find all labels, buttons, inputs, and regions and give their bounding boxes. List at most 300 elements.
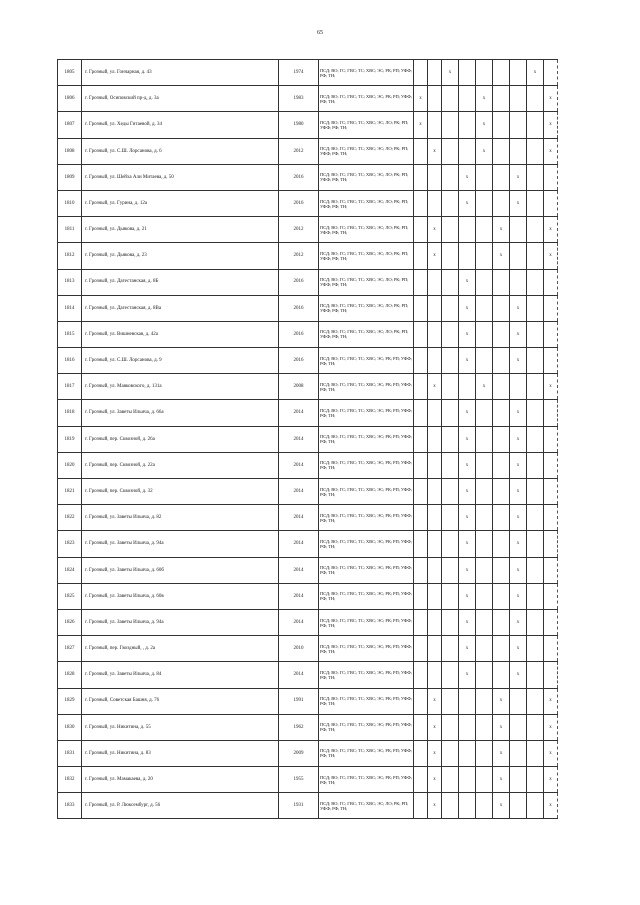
table-row xyxy=(58,348,558,374)
mark-cell: x xyxy=(459,505,476,531)
mark-cell xyxy=(493,138,510,164)
mark-cell xyxy=(414,531,428,557)
year-cell: 2012 xyxy=(279,243,319,269)
row-number: 1827 xyxy=(58,636,82,662)
works-list-cell: ПСД; ВО; ГС; ГВС; ТС; ХВС; ЭС; ЛО; РК; РП; УФФ; РФ; ТН; xyxy=(319,269,414,295)
mark-cell xyxy=(428,662,442,688)
address-cell: г. Грозный, ул. Заветы Ильича, д. 94а xyxy=(82,531,279,557)
mark-cell xyxy=(428,269,442,295)
row-number: 1821 xyxy=(58,479,82,505)
table-row xyxy=(58,269,558,295)
mark-cell xyxy=(476,740,493,766)
row-number: 1831 xyxy=(58,740,82,766)
table-row xyxy=(58,609,558,635)
mark-cell xyxy=(414,374,428,400)
mark-cell xyxy=(493,452,510,478)
works-list-cell: ПСД; ВО; ГС; ГВС; ТС; ХВС; ЭС; ЛО; РК; РП; УФФ; РФ; ТН; xyxy=(319,295,414,321)
mark-cell xyxy=(428,112,442,138)
works-list-cell: ПСД; ВО; ГС; ГВС; ТС; ХВС; ЭС; РК; РП; УФФ; РФ; ТН; xyxy=(319,636,414,662)
mark-cell xyxy=(544,636,558,662)
mark-cell xyxy=(476,531,493,557)
mark-cell xyxy=(414,479,428,505)
table-row xyxy=(58,138,558,164)
table-row xyxy=(58,662,558,688)
year-cell: 2016 xyxy=(279,348,319,374)
mark-cell xyxy=(442,662,459,688)
row-number: 1822 xyxy=(58,505,82,531)
mark-cell xyxy=(428,190,442,216)
registry-table xyxy=(57,59,558,819)
mark-cell: x xyxy=(428,793,442,819)
mark-cell xyxy=(476,767,493,793)
works-list-cell: ПСД; ВО; ГС; ГВС; ТС; ХВС; ЭС; РК; РП; УФФ; РФ; ТН; xyxy=(319,609,414,635)
year-cell: 2014 xyxy=(279,557,319,583)
table-row xyxy=(58,243,558,269)
mark-cell xyxy=(414,348,428,374)
year-cell: 2014 xyxy=(279,662,319,688)
mark-cell xyxy=(510,217,527,243)
address-cell: г. Грозный, ул. Заветы Ильича, д. 94а xyxy=(82,609,279,635)
table-row xyxy=(58,190,558,216)
mark-cell xyxy=(510,793,527,819)
mark-cell xyxy=(527,86,544,112)
address-cell: г. Грозный, ул. Дьякова, д. 21 xyxy=(82,217,279,243)
mark-cell xyxy=(428,531,442,557)
table-row xyxy=(58,636,558,662)
row-number: 1826 xyxy=(58,609,82,635)
year-cell: 2016 xyxy=(279,321,319,347)
mark-cell xyxy=(459,217,476,243)
table-row xyxy=(58,400,558,426)
mark-cell xyxy=(527,609,544,635)
mark-cell xyxy=(544,269,558,295)
mark-cell: x xyxy=(459,426,476,452)
year-cell: 2014 xyxy=(279,452,319,478)
mark-cell xyxy=(493,295,510,321)
row-number: 1805 xyxy=(58,60,82,86)
mark-cell xyxy=(476,688,493,714)
mark-cell xyxy=(493,505,510,531)
address-cell: г. Грозный, Осиповский пр-д, д. 3а xyxy=(82,86,279,112)
mark-cell: x xyxy=(414,86,428,112)
row-number: 1809 xyxy=(58,164,82,190)
mark-cell xyxy=(414,452,428,478)
mark-cell xyxy=(493,531,510,557)
mark-cell xyxy=(544,426,558,452)
table-row xyxy=(58,767,558,793)
works-list-cell: ПСД; ВО; ГС; ГВС; ТС; ХВС; ЭС; ЛО; РК; РП; УФФ; РФ; ТН; xyxy=(319,243,414,269)
mark-cell xyxy=(476,217,493,243)
mark-cell xyxy=(493,583,510,609)
mark-cell xyxy=(527,531,544,557)
mark-cell xyxy=(414,400,428,426)
mark-cell xyxy=(527,269,544,295)
mark-cell xyxy=(527,793,544,819)
mark-cell: x xyxy=(442,60,459,86)
year-cell: 2010 xyxy=(279,636,319,662)
mark-cell: x xyxy=(544,740,558,766)
mark-cell xyxy=(428,321,442,347)
mark-cell: x xyxy=(476,112,493,138)
mark-cell xyxy=(476,636,493,662)
mark-cell xyxy=(527,321,544,347)
mark-cell xyxy=(442,269,459,295)
mark-cell xyxy=(459,740,476,766)
mark-cell xyxy=(459,767,476,793)
table-body xyxy=(58,60,558,819)
works-list-cell: ПСД; ВО; ГС; ГВС; ТС; ХВС; ЭС; ЛО; РК; РП; УФФ; РФ; ТН; xyxy=(319,164,414,190)
works-list-cell: ПСД; ВО; ГС; ГВС; ТС; ХВС; ЭС; РК; РП; УФФ; РФ; ТН; xyxy=(319,714,414,740)
row-number: 1818 xyxy=(58,400,82,426)
mark-cell xyxy=(527,426,544,452)
mark-cell: x xyxy=(459,636,476,662)
mark-cell: x xyxy=(493,243,510,269)
works-list-cell: ПСД; ВО; ГС; ГВС; ТС; ХВС; ЭС; РК; РП; УФФ; РФ; ТН; xyxy=(319,479,414,505)
mark-cell xyxy=(476,479,493,505)
mark-cell: x xyxy=(544,714,558,740)
year-cell: 2014 xyxy=(279,609,319,635)
mark-cell: x xyxy=(510,505,527,531)
mark-cell xyxy=(527,452,544,478)
year-cell: 2016 xyxy=(279,190,319,216)
address-cell: г. Грозный, ул. С.Ш. Лорсанова, д. 9 xyxy=(82,348,279,374)
mark-cell xyxy=(442,138,459,164)
mark-cell xyxy=(414,217,428,243)
mark-cell: x xyxy=(544,86,558,112)
address-cell: г. Грозный, ул. С.Ш. Лорсанова, д. 6 xyxy=(82,138,279,164)
mark-cell xyxy=(428,400,442,426)
mark-cell xyxy=(493,400,510,426)
mark-cell xyxy=(527,295,544,321)
mark-cell xyxy=(428,164,442,190)
year-cell: 1980 xyxy=(279,112,319,138)
mark-cell xyxy=(544,557,558,583)
table-row xyxy=(58,793,558,819)
mark-cell xyxy=(476,557,493,583)
mark-cell: x xyxy=(459,295,476,321)
mark-cell: x xyxy=(510,557,527,583)
row-number: 1820 xyxy=(58,452,82,478)
mark-cell: x xyxy=(428,688,442,714)
mark-cell xyxy=(428,583,442,609)
works-list-cell: ПСД; ВО; ГС; ГВС; ТС; ХВС; ЭС; РК; РП; УФФ; РФ; ТН; xyxy=(319,767,414,793)
row-number: 1815 xyxy=(58,321,82,347)
works-list-cell: ПСД; ВО; ГС; ГВС; ТС; ХВС; ЭС; ЛО; РК; РП; УФФ; РФ; ТН; xyxy=(319,217,414,243)
mark-cell: x xyxy=(510,609,527,635)
mark-cell: x xyxy=(510,426,527,452)
address-cell: г. Грозный, ул. Дагестанская, д. 8Ва xyxy=(82,295,279,321)
table-row xyxy=(58,505,558,531)
mark-cell xyxy=(442,636,459,662)
mark-cell xyxy=(544,190,558,216)
mark-cell: x xyxy=(544,374,558,400)
table-row xyxy=(58,86,558,112)
mark-cell xyxy=(459,60,476,86)
mark-cell xyxy=(442,740,459,766)
mark-cell xyxy=(493,479,510,505)
address-cell: г. Грозный, ул. Заветы Ильича, д. 82 xyxy=(82,505,279,531)
mark-cell xyxy=(544,348,558,374)
address-cell: г. Грозный, ул. Вишневская, д. 42а xyxy=(82,321,279,347)
mark-cell: x xyxy=(476,374,493,400)
mark-cell xyxy=(414,688,428,714)
year-cell: 1931 xyxy=(279,793,319,819)
mark-cell xyxy=(442,557,459,583)
address-cell: г. Грозный, пер. Сквозной, д. 26а xyxy=(82,426,279,452)
mark-cell xyxy=(476,714,493,740)
works-list-cell: ПСД; ВО; ГС; ГВС; ТС; ХВС; ЭС; ЛО; РК; РП; УФФ; РФ; ТН; xyxy=(319,190,414,216)
mark-cell: x xyxy=(428,714,442,740)
mark-cell xyxy=(476,243,493,269)
mark-cell: x xyxy=(510,452,527,478)
row-number: 1807 xyxy=(58,112,82,138)
mark-cell xyxy=(493,426,510,452)
works-list-cell: ПСД; ВО; ГС; ГВС; ТС; ХВС; ЭС; РК; РП; УФФ; РФ; ТН; xyxy=(319,400,414,426)
mark-cell xyxy=(544,321,558,347)
mark-cell: x xyxy=(459,348,476,374)
mark-cell xyxy=(414,714,428,740)
year-cell: 1955 xyxy=(279,767,319,793)
mark-cell xyxy=(428,348,442,374)
address-cell: г. Грозный, ул. Хеды Гитаевой, д. 34 xyxy=(82,112,279,138)
mark-cell xyxy=(442,217,459,243)
mark-cell xyxy=(414,793,428,819)
address-cell: г. Грозный, ул. Мамакаева, д. 20 xyxy=(82,767,279,793)
mark-cell xyxy=(527,636,544,662)
mark-cell xyxy=(428,295,442,321)
mark-cell xyxy=(476,662,493,688)
address-cell: г. Грозный, пер. Гвоздный, , д. 2а xyxy=(82,636,279,662)
mark-cell xyxy=(414,636,428,662)
mark-cell xyxy=(476,452,493,478)
table-row xyxy=(58,295,558,321)
year-cell: 2009 xyxy=(279,740,319,766)
table-row xyxy=(58,426,558,452)
row-number: 1812 xyxy=(58,243,82,269)
mark-cell xyxy=(493,112,510,138)
mark-cell: x xyxy=(544,688,558,714)
mark-cell: x xyxy=(428,138,442,164)
table-row xyxy=(58,452,558,478)
mark-cell xyxy=(442,767,459,793)
row-number: 1829 xyxy=(58,688,82,714)
mark-cell xyxy=(414,243,428,269)
mark-cell xyxy=(527,583,544,609)
row-number: 1832 xyxy=(58,767,82,793)
mark-cell xyxy=(442,400,459,426)
address-cell: г. Грозный, ул. Гончарная, д. 43 xyxy=(82,60,279,86)
table-row xyxy=(58,164,558,190)
year-cell: 2014 xyxy=(279,531,319,557)
mark-cell: x xyxy=(544,793,558,819)
table-row xyxy=(58,714,558,740)
mark-cell: x xyxy=(510,479,527,505)
mark-cell xyxy=(459,714,476,740)
mark-cell xyxy=(414,269,428,295)
mark-cell xyxy=(428,60,442,86)
mark-cell xyxy=(442,583,459,609)
mark-cell xyxy=(544,400,558,426)
mark-cell xyxy=(459,688,476,714)
works-list-cell: ПСД; ВО; ГС; ГВС; ТС; ХВС; ЭС; ЛО; РК; РП; УФФ; РФ; ТН; xyxy=(319,138,414,164)
mark-cell: x xyxy=(459,164,476,190)
row-number: 1830 xyxy=(58,714,82,740)
year-cell: 2016 xyxy=(279,164,319,190)
mark-cell xyxy=(414,60,428,86)
mark-cell xyxy=(510,86,527,112)
address-cell: г. Грозный, ул. Гурина, д. 12а xyxy=(82,190,279,216)
mark-cell xyxy=(414,609,428,635)
row-number: 1817 xyxy=(58,374,82,400)
works-list-cell: ПСД; ВО; ГС; ГВС; ТС; ХВС; ЭС; РК; РП; УФФ; РФ; ТН; xyxy=(319,452,414,478)
mark-cell xyxy=(527,479,544,505)
works-list-cell: ПСД; ВО; ГС; ГВС; ТС; ХВС; ЭС; РК; РП; УФФ; РФ; ТН; xyxy=(319,662,414,688)
mark-cell: x xyxy=(459,531,476,557)
mark-cell xyxy=(442,243,459,269)
mark-cell: x xyxy=(459,609,476,635)
mark-cell xyxy=(527,740,544,766)
mark-cell xyxy=(414,321,428,347)
year-cell: 2008 xyxy=(279,374,319,400)
mark-cell xyxy=(527,112,544,138)
mark-cell: x xyxy=(493,740,510,766)
mark-cell xyxy=(544,531,558,557)
mark-cell xyxy=(527,243,544,269)
mark-cell xyxy=(544,505,558,531)
mark-cell xyxy=(428,426,442,452)
mark-cell xyxy=(510,243,527,269)
year-cell: 2012 xyxy=(279,217,319,243)
mark-cell: x xyxy=(510,321,527,347)
mark-cell xyxy=(442,295,459,321)
mark-cell: x xyxy=(428,374,442,400)
mark-cell xyxy=(414,505,428,531)
mark-cell: x xyxy=(544,217,558,243)
mark-cell: x xyxy=(510,348,527,374)
year-cell: 1974 xyxy=(279,60,319,86)
mark-cell: x xyxy=(459,400,476,426)
works-list-cell: ПСД; ВО; ГС; ГВС; ТС; ХВС; ЭС; РК; РП; УФФ; РФ; ТН; xyxy=(319,505,414,531)
mark-cell xyxy=(414,190,428,216)
mark-cell xyxy=(510,714,527,740)
mark-cell: x xyxy=(459,269,476,295)
mark-cell: x xyxy=(544,243,558,269)
mark-cell xyxy=(544,583,558,609)
table-row xyxy=(58,374,558,400)
mark-cell xyxy=(527,138,544,164)
mark-cell: x xyxy=(476,86,493,112)
mark-cell xyxy=(442,714,459,740)
table-row xyxy=(58,112,558,138)
table-row xyxy=(58,583,558,609)
address-cell: г. Грозный, ул. Заветы Ильича, д. 66а xyxy=(82,400,279,426)
mark-cell: x xyxy=(428,217,442,243)
mark-cell: x xyxy=(459,479,476,505)
address-cell: г. Грозный, пер. Сквозной, д. 22а xyxy=(82,452,279,478)
mark-cell xyxy=(527,164,544,190)
mark-cell xyxy=(442,321,459,347)
mark-cell: x xyxy=(428,740,442,766)
mark-cell xyxy=(442,452,459,478)
year-cell: 2014 xyxy=(279,400,319,426)
mark-cell xyxy=(510,740,527,766)
mark-cell xyxy=(428,557,442,583)
mark-cell xyxy=(442,164,459,190)
row-number: 1811 xyxy=(58,217,82,243)
mark-cell: x xyxy=(459,321,476,347)
mark-cell: x xyxy=(510,583,527,609)
mark-cell: x xyxy=(459,452,476,478)
mark-cell xyxy=(428,452,442,478)
mark-cell xyxy=(493,636,510,662)
mark-cell xyxy=(527,348,544,374)
mark-cell: x xyxy=(510,636,527,662)
year-cell: 2014 xyxy=(279,479,319,505)
mark-cell: x xyxy=(510,295,527,321)
mark-cell: x xyxy=(527,60,544,86)
address-cell: г. Грозный, Советская Башня, д. 76 xyxy=(82,688,279,714)
mark-cell xyxy=(414,767,428,793)
table-row xyxy=(58,60,558,86)
year-cell: 1991 xyxy=(279,688,319,714)
mark-cell xyxy=(544,662,558,688)
address-cell: г. Грозный, ул. Дьякова, д. 23 xyxy=(82,243,279,269)
mark-cell xyxy=(414,740,428,766)
works-list-cell: ПСД; ВО; ГС; ГВС; ТС; ХВС; ЭС; РК; РП; УФФ; РФ; ТН; xyxy=(319,426,414,452)
mark-cell xyxy=(428,86,442,112)
mark-cell xyxy=(476,793,493,819)
mark-cell: x xyxy=(544,767,558,793)
mark-cell xyxy=(428,505,442,531)
mark-cell xyxy=(442,348,459,374)
table-row xyxy=(58,479,558,505)
mark-cell xyxy=(493,86,510,112)
row-number: 1806 xyxy=(58,86,82,112)
mark-cell xyxy=(476,321,493,347)
mark-cell xyxy=(476,190,493,216)
works-list-cell: ПСД; ВО; ГС; ГВС; ТС; ХВС; ЭС; РК; РП; УФФ; РФ; ТН; xyxy=(319,688,414,714)
mark-cell xyxy=(428,609,442,635)
row-number: 1813 xyxy=(58,269,82,295)
address-cell: г. Грозный, ул. Р. Люксембург, д. 56 xyxy=(82,793,279,819)
mark-cell xyxy=(527,190,544,216)
works-list-cell: ПСД; ВО; ГС; ГВС; ТС; ХВС; ЭС; РК; РП; УФФ; РФ; ТН; xyxy=(319,86,414,112)
year-cell: 2016 xyxy=(279,269,319,295)
mark-cell xyxy=(459,112,476,138)
mark-cell xyxy=(510,767,527,793)
row-number: 1825 xyxy=(58,583,82,609)
mark-cell xyxy=(442,479,459,505)
mark-cell xyxy=(442,609,459,635)
mark-cell: x xyxy=(493,714,510,740)
mark-cell xyxy=(510,138,527,164)
mark-cell xyxy=(493,557,510,583)
mark-cell xyxy=(493,269,510,295)
mark-cell xyxy=(459,243,476,269)
mark-cell xyxy=(493,609,510,635)
mark-cell xyxy=(544,60,558,86)
row-number: 1828 xyxy=(58,662,82,688)
mark-cell xyxy=(414,138,428,164)
mark-cell xyxy=(544,479,558,505)
works-list-cell: ПСД; ВО; ГС; ГВС; ТС; ХВС; ЭС; РК; РП; УФФ; РФ; ТН; xyxy=(319,531,414,557)
row-number: 1819 xyxy=(58,426,82,452)
mark-cell xyxy=(527,714,544,740)
mark-cell xyxy=(544,295,558,321)
address-cell: г. Грозный, ул. Никитина, д. 83 xyxy=(82,740,279,766)
mark-cell: x xyxy=(476,138,493,164)
mark-cell: x xyxy=(493,688,510,714)
